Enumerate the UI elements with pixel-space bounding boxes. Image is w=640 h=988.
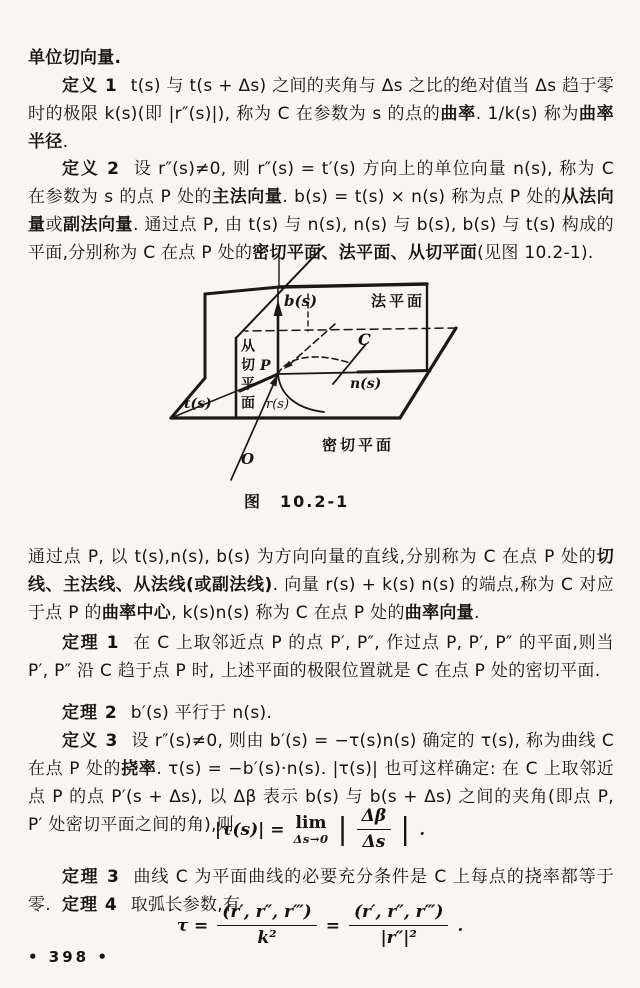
rectifying-plane-label: 从切平面 — [239, 338, 255, 414]
torsion-limit-formula — [0, 806, 640, 854]
definition-1-text: . — [62, 132, 69, 152]
theorem-4-text: 取弧长参数,有 — [130, 895, 241, 915]
term-three-lines: 切线、主法线、从法线(或副法线) — [28, 547, 614, 595]
page-number: • 398 • — [28, 948, 110, 966]
term-curvature-vector: 曲率向量 — [404, 603, 474, 623]
osculating-plane-label: 密切平面 — [322, 436, 395, 454]
normal-plane-label: 法平面 — [371, 292, 426, 310]
term-binormal: 从法向量 — [28, 187, 615, 235]
definition-2-text: 设 r″(s)≠0, 则 r″(s) = t′(s) 方向上的单位向量 n(s), 称为 C 在参数为 s 的点 P 处的 — [28, 159, 614, 207]
fraction-numerator: (r′, r″, r‴) — [217, 902, 316, 926]
paragraph-text: 通过点 P, 以 t(s),n(s), b(s) 为方向向量的直线,分别称为 C 在点 P 处的 — [28, 547, 597, 567]
paragraph-text: . 向量 r(s) + k(s) n(s) 的端点,称为 C 对应于点 P 的 — [28, 575, 614, 623]
term-three-planes: 密切平面、法平面、从切平面 — [252, 243, 478, 263]
fraction-numerator: Δβ — [357, 806, 391, 830]
origin-label: O — [241, 450, 255, 468]
definition-2-text: 或 — [45, 215, 63, 235]
theorem-3-text: 曲线 C 为平面曲线的必要充分条件是 C 上每点的挠率都等于零. — [28, 867, 615, 915]
definition-1-text: t(s) 与 t(s + Δs) 之间的夹角与 Δs 之比的绝对值当 Δs 趋于零时的极限 k(s)(即 |r″(s)|), 称为 C 在参数为 s 的点的 — [28, 76, 615, 124]
theorem-4-label: 定理 4 — [62, 895, 118, 915]
term-curvature: 曲率 — [440, 104, 476, 124]
abs-bar-left: | — [337, 811, 348, 847]
theorem-2-label: 定理 2 — [62, 703, 118, 723]
definition-3-text: 设 r″(s)≠0, 则由 b′(s) = −τ(s)n(s) 确定的 τ(s), 称为曲线 C 在点 P 处的 — [28, 731, 614, 779]
limit-operator — [293, 812, 329, 846]
fraction-denominator: Δs — [362, 832, 386, 853]
second-fraction — [349, 902, 448, 950]
abs-bar-right: | — [400, 811, 411, 847]
term-torsion: 挠率 — [121, 759, 157, 779]
fraction-denominator: k² — [257, 928, 277, 949]
figure-10-2-1 — [128, 246, 588, 486]
definition-2-label: 定义 2 — [62, 159, 120, 179]
paragraph-lines-and-center — [28, 543, 614, 627]
t-vector-label: t(s) — [184, 396, 212, 412]
theorem-2-text: b′(s) 平行于 n(s). — [130, 703, 273, 723]
n-vector-label: n(s) — [350, 376, 382, 392]
curve-c-label: C — [358, 330, 371, 349]
formula-period: . — [419, 819, 426, 840]
n-axis-thick-segment — [358, 371, 430, 373]
theorem-1-label: 定理 1 — [62, 633, 120, 653]
paragraph-intro — [28, 44, 614, 72]
formula-lhs: τ = — [176, 915, 209, 936]
formula-period: . — [457, 915, 464, 936]
theorem-1-text: 在 C 上取邻近点 P 的点 P′, P″, 作过点 P, P′, P″ 的平面,则当 P′, P″ 沿 C 趋于点 P 时, 上述平面的极限位置就是 C 在点 P 处的密切平面. — [28, 633, 614, 681]
figure-caption: 图 10.2-1 — [244, 492, 350, 511]
paragraph-theorem-2 — [28, 699, 614, 727]
equals-sign: = — [325, 915, 340, 936]
lim-subscript: Δs→0 — [293, 831, 329, 846]
b-vector-label: b(s) — [284, 292, 318, 310]
definition-1-text: . 1/k(s) 称为 — [475, 104, 580, 124]
torsion-ratio-formula — [0, 902, 640, 950]
fraction-numerator: (r′, r″, r‴) — [349, 902, 448, 926]
definition-3-text: . τ(s) = −b′(s)·n(s). |τ(s)| 也可这样确定: 在 C 上取邻近点 P 的点 P′(s + Δs), 以 Δβ 表示 b(s) 与 b(s + Δs) 之间的夹角(即点 P, P′ 处密切平面之间的角),则 — [28, 759, 614, 835]
definition-1-label: 定义 1 — [62, 76, 118, 96]
definition-2-text: . 通过点 P, 由 t(s) 与 n(s), n(s) 与 b(s), b(s) 与 t(s) 构成的平面,分别称为 C 在点 P 处的 — [28, 215, 614, 263]
r-vector-label: r(s) — [266, 397, 290, 412]
paragraph-definition-1 — [28, 72, 614, 156]
theorem-3-label: 定理 3 — [62, 867, 120, 887]
definition-2-text: . b(s) = t(s) × n(s) 称为点 P 处的 — [282, 187, 562, 207]
first-fraction — [217, 902, 316, 950]
definition-2-text: (见图 10.2-1). — [477, 243, 594, 263]
osculating-plane-back-edge-dashed — [245, 328, 456, 331]
formula-lhs: |τ(s)| = — [214, 819, 285, 840]
fraction-denominator: |r″|² — [380, 928, 417, 949]
term-binormal-alt: 副法向量 — [63, 215, 133, 235]
term-unit-tangent: 单位切向量. — [28, 48, 122, 68]
term-principal-normal: 主法向量 — [212, 187, 283, 207]
lim-word: lim — [295, 812, 327, 833]
definition-3-label: 定义 3 — [62, 731, 119, 751]
b-vector-arrowhead — [274, 300, 283, 316]
paragraph-theorem-1 — [28, 629, 614, 685]
point-p-label: P — [260, 358, 271, 374]
delta-fraction — [357, 806, 391, 854]
normal-plane-top-edge — [279, 284, 427, 287]
paragraph-text: . — [473, 603, 480, 623]
term-curvature-radius: 曲率半径 — [28, 104, 614, 152]
term-curvature-center: 曲率中心 — [101, 603, 172, 623]
paragraph-text: , k(s)n(s) 称为 C 在点 P 处的 — [171, 603, 405, 623]
